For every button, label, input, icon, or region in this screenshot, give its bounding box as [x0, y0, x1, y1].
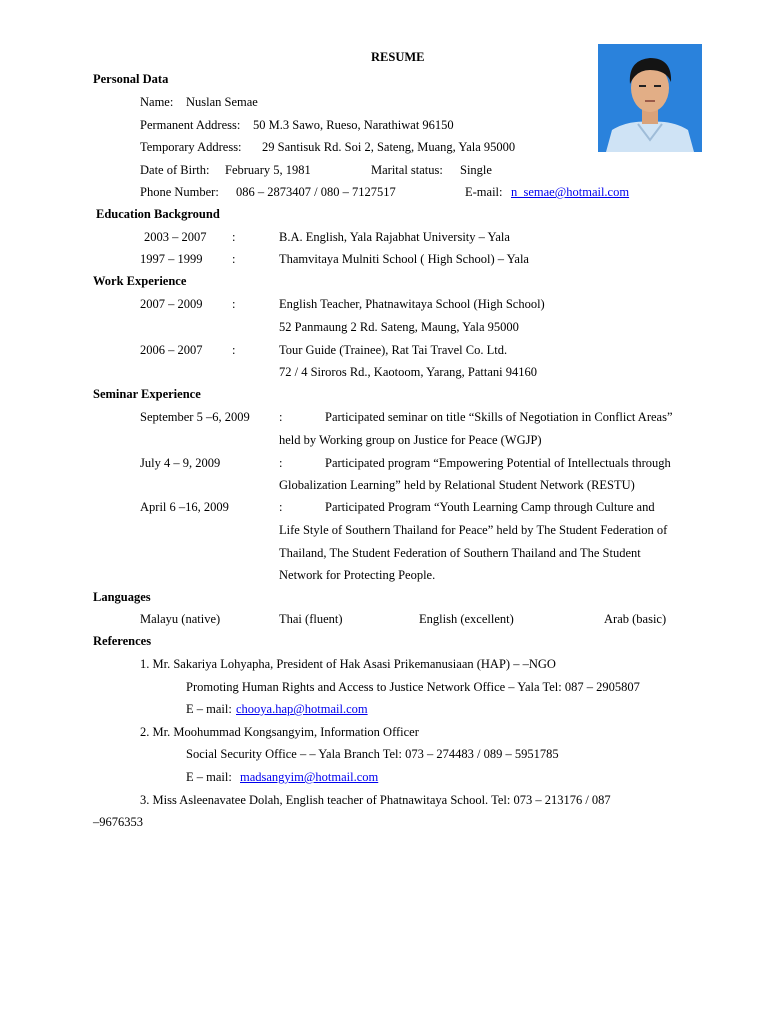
section-education-heading: Education Background	[96, 207, 220, 221]
marital-value: Single	[460, 163, 492, 177]
portrait-image	[598, 44, 702, 152]
name-value: Nuslan Semae	[186, 95, 258, 109]
ref-3-line2: –9676353	[93, 815, 143, 829]
seminar-2-line1: Participated program “Empowering Potential of Intellectuals through	[325, 456, 671, 470]
edu-2-sep: :	[232, 252, 236, 266]
email-label: E-mail:	[465, 185, 503, 199]
section-references-heading: References	[93, 634, 152, 648]
ref-2-line2: Social Security Office – – Yala Branch Tel: 073 – 274483 / 089 – 5951785	[186, 747, 559, 761]
seminar-3-line1: Participated Program “Youth Learning Camp through Culture and	[325, 500, 655, 514]
phone-label: Phone Number:	[140, 185, 219, 199]
seminar-1-date: September 5 –6, 2009	[140, 410, 250, 424]
resume-title: RESUME	[371, 50, 425, 64]
edu-2-years: 1997 – 1999	[140, 252, 203, 266]
language-item: Arab (basic)	[604, 612, 667, 626]
seminar-2-sep: :	[279, 456, 283, 470]
ref-1-line1: 1. Mr. Sakariya Lohyapha, President of Hak Asasi Prikemanusiaan (HAP) – –NGO	[140, 657, 556, 671]
ref-1-line2: Promoting Human Rights and Access to Justice Network Office – Yala Tel: 087 – 2905807	[186, 680, 640, 694]
profile-photo	[598, 44, 702, 152]
permanent-address-label: Permanent Address:	[140, 118, 241, 132]
ref-1-email-link[interactable]: chooya.hap@hotmail.com	[236, 702, 368, 716]
temporary-address-label: Temporary Address:	[140, 140, 242, 154]
permanent-address-value: 50 M.3 Sawo, Rueso, Narathiwat 96150	[253, 118, 454, 132]
seminar-3-line3: Thailand, The Student Federation of Southern Thailand and The Student	[279, 546, 641, 560]
email-link[interactable]: n_semae@hotmail.com	[511, 185, 630, 199]
ref-2-email-link[interactable]: madsangyim@hotmail.com	[240, 770, 379, 784]
seminar-2-date: July 4 – 9, 2009	[140, 456, 221, 470]
seminar-1-sep: :	[279, 410, 283, 424]
seminar-3-line2: Life Style of Southern Thailand for Peace” held by The Student Federation of	[279, 523, 668, 537]
section-work-heading: Work Experience	[93, 274, 187, 288]
work-2-sep: :	[232, 343, 236, 357]
language-item: Thai (fluent)	[279, 612, 343, 626]
ref-3-line1: 3. Miss Asleenavatee Dolah, English teacher of Phatnawitaya School. Tel: 073 – 213176 / 087	[140, 793, 611, 807]
ref-1-email-label: E – mail:	[186, 702, 232, 716]
name-label: Name:	[140, 95, 174, 109]
temporary-address-value: 29 Santisuk Rd. Soi 2, Sateng, Muang, Yala 95000	[262, 140, 516, 154]
seminar-1-line2: held by Working group on Justice for Peace (WGJP)	[279, 433, 542, 447]
language-item: Malayu (native)	[140, 612, 221, 626]
section-personal-heading: Personal Data	[93, 72, 169, 86]
work-2-years: 2006 – 2007	[140, 343, 203, 357]
edu-1-years: 2003 – 2007	[144, 230, 207, 244]
dob-value: February 5, 1981	[225, 163, 311, 177]
ref-2-email-label: E – mail:	[186, 770, 232, 784]
work-1-line2: 52 Panmaung 2 Rd. Sateng, Maung, Yala 95000	[279, 320, 519, 334]
ref-2-line1: 2. Mr. Moohummad Kongsangyim, Information Officer	[140, 725, 419, 739]
work-1-sep: :	[232, 297, 236, 311]
edu-2-desc: Thamvitaya Mulniti School ( High School) – Yala	[279, 252, 529, 266]
seminar-3-line4: Network for Protecting People.	[279, 568, 436, 582]
seminar-3-date: April 6 –16, 2009	[140, 500, 229, 514]
seminar-2-line2: Globalization Learning” held by Relational Student Network (RESTU)	[279, 478, 635, 492]
seminar-3-sep: :	[279, 500, 283, 514]
seminar-1-line1: Participated seminar on title “Skills of Negotiation in Conflict Areas”	[325, 410, 673, 424]
work-2-line1: Tour Guide (Trainee), Rat Tai Travel Co. Ltd.	[279, 343, 508, 357]
section-languages-heading: Languages	[93, 590, 151, 604]
section-seminar-heading: Seminar Experience	[93, 387, 201, 401]
language-item: English (excellent)	[419, 612, 514, 626]
edu-1-sep: :	[232, 230, 236, 244]
marital-label: Marital status:	[371, 163, 443, 177]
work-1-line1: English Teacher, Phatnawitaya School (High School)	[279, 297, 545, 311]
phone-value: 086 – 2873407 / 080 – 7127517	[236, 185, 396, 199]
edu-1-desc: B.A. English, Yala Rajabhat University – Yala	[279, 230, 510, 244]
work-1-years: 2007 – 2009	[140, 297, 203, 311]
dob-label: Date of Birth:	[140, 163, 210, 177]
work-2-line2: 72 / 4 Siroros Rd., Kaotoom, Yarang, Pattani 94160	[279, 365, 537, 379]
